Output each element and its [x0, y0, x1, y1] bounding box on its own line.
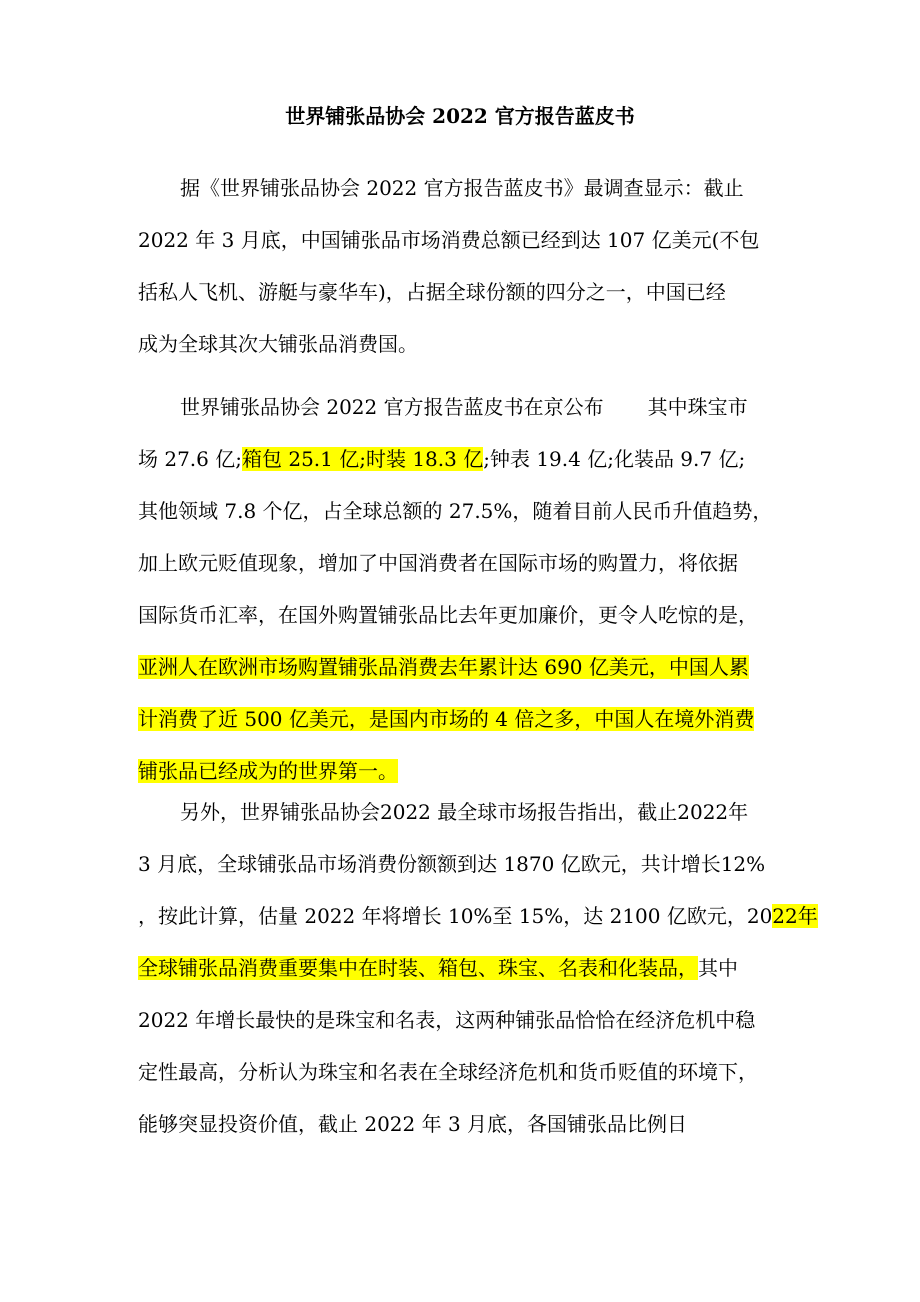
highlighted-text: 计消费了近 500 亿美元，是国内市场的 4 倍之多，中国人在境外消费	[138, 707, 755, 731]
paragraph-line: 2022 年增长最快的是珠宝和名表，这两种铺张品恰恰在经济危机中稳	[138, 1008, 756, 1032]
paragraph-line	[138, 693, 788, 745]
paragraph-line: 3 月底，全球铺张品市场消费份额额到达 1870 亿欧元，共计增长12%	[138, 852, 766, 876]
paragraph-line: 另外，世界铺张品协会2022 最全球市场报告指出，截止2022年	[180, 800, 749, 824]
paragraph-line: 定性最高，分析认为珠宝和名表在全球经济危机和货币贬值的环境下，	[138, 1060, 758, 1084]
paragraph-line	[138, 890, 818, 942]
paragraph-line: 加上欧元贬值现象，增加了中国消费者在国际市场的购置力，将依据	[138, 551, 738, 575]
paragraph-line: 能够突显投资价值，截止 2022 年 3 月底，各国铺张品比例日	[138, 1112, 688, 1136]
paragraph-line: 其他领域 7.8 个亿，占全球总额的 27.5%，随着目前人民币升值趋势，	[138, 499, 773, 523]
document-title: 世界铺张品协会 2022 官方报告蓝皮书	[285, 104, 635, 128]
paragraph-line	[138, 433, 788, 485]
paragraph-china-market	[138, 162, 788, 370]
line-segment: 其中珠宝市	[647, 395, 748, 419]
paragraph-line	[138, 942, 788, 994]
highlighted-text: 亚洲人在欧洲市场购置铺张品消费去年累计达 690 亿美元，中国人累	[138, 655, 749, 679]
paragraph-line: 国际货币汇率，在国外购置铺张品比去年更加廉价，更令人吃惊的是，	[138, 603, 758, 627]
line-segment: 世界铺张品协会 2022 官方报告蓝皮书在京公布	[180, 395, 604, 419]
paragraph-line: 括私人飞机、游艇与豪华车)，占据全球份额的四分之一，中国已经	[138, 280, 726, 304]
paragraph-line: 据《世界铺张品协会 2022 官方报告蓝皮书》最调查显示：截止	[180, 176, 744, 200]
line-segment: 其中	[698, 956, 738, 980]
highlighted-text: 22年	[772, 904, 818, 928]
highlighted-text: 箱包 25.1 亿;时装 18.3 亿	[241, 447, 484, 471]
line-segment: 场 27.6 亿;	[138, 447, 242, 471]
highlighted-text: 全球铺张品消费重要集中在时装、箱包、珠宝、名表和化装品，	[138, 956, 698, 980]
paragraph-global-market	[138, 786, 818, 1150]
highlighted-text: 铺张品已经成为的世界第一。	[138, 759, 398, 783]
paragraph-line	[138, 381, 788, 433]
paragraph-market-breakdown	[138, 381, 788, 797]
paragraph-line: 2022 年 3 月底，中国铺张品市场消费总额已经到达 107 亿美元(不包	[138, 228, 760, 252]
line-segment: ;钟表 19.4 亿;化装品 9.7 亿;	[483, 447, 746, 471]
paragraph-line: 成为全球其次大铺张品消费国。	[138, 332, 418, 356]
line-segment: ，按此计算，估量 2022 年将增长 10%至 15%，达 2100 亿欧元，20	[138, 904, 773, 928]
paragraph-line	[138, 641, 788, 693]
